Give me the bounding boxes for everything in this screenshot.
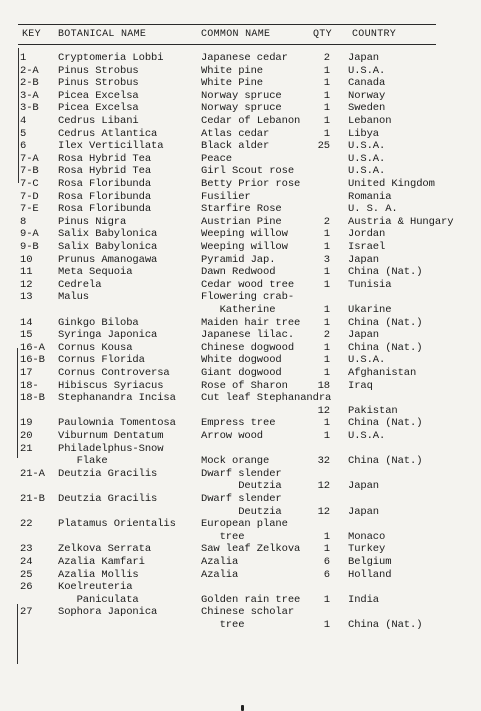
row-country: U.S.A. xyxy=(348,354,386,367)
row-key: 7-E xyxy=(20,203,39,216)
row-botanical-name: Ilex Verticillata xyxy=(58,140,164,153)
row-botanical-name: Cryptomeria Lobbi xyxy=(58,52,164,64)
row-common-name: Saw leaf Zelkova xyxy=(201,543,301,556)
row-country: India xyxy=(348,593,380,606)
row-qty: 1 xyxy=(323,64,330,77)
row-botanical-name: Viburnum Dentatum xyxy=(58,430,164,442)
row-qty: 1 xyxy=(323,354,330,367)
row-botanical-name: Platamus Orientalis xyxy=(58,518,176,531)
row-qty: 18 xyxy=(317,379,330,392)
row-key: 27 xyxy=(20,606,33,619)
row-country: China (Nat.) xyxy=(348,619,423,631)
row-qty: 2 xyxy=(323,215,330,228)
row-common-name: Japanese cedar xyxy=(201,52,288,64)
row-botanical-name: Picea Excelsa xyxy=(58,89,139,102)
row-qty: 1 xyxy=(323,278,330,291)
row-country: U.S.A. xyxy=(348,140,386,153)
row-botanical-name: Deutzia Gracilis xyxy=(58,467,158,480)
row-qty: 32 xyxy=(317,455,330,468)
row-qty: 1 xyxy=(323,102,330,115)
row-common-name: Betty Prior rose xyxy=(201,178,301,190)
row-qty: 3 xyxy=(323,253,330,266)
margin-mark xyxy=(18,48,19,183)
row-common-name: Dwarf slender xyxy=(201,493,282,505)
header-country: COUNTRY xyxy=(352,29,397,40)
row-common-name: Japanese lilac. xyxy=(201,329,295,342)
row-qty: 1 xyxy=(323,543,330,556)
row-country: Lebanon xyxy=(348,115,392,127)
row-country: China (Nat.) xyxy=(348,417,423,430)
row-qty: 12 xyxy=(317,404,330,417)
row-country: Iraq xyxy=(348,379,373,392)
row-botanical-name: Cornus Controversa xyxy=(58,367,170,379)
row-key: 9-A xyxy=(20,228,39,241)
header-rule xyxy=(18,44,436,45)
row-common-name: Deutzia xyxy=(201,505,282,518)
row-country: Sweden xyxy=(348,102,386,115)
row-qty: 1 xyxy=(323,619,330,631)
row-country: Japan xyxy=(348,253,380,266)
row-country: U.S.A. xyxy=(348,64,386,77)
row-country: U.S.A. xyxy=(348,152,386,165)
row-common-name: tree xyxy=(201,619,245,631)
row-qty: 6 xyxy=(323,568,330,581)
row-key: 25 xyxy=(20,568,33,581)
row-country: China (Nat.) xyxy=(348,455,423,468)
row-country: Libya xyxy=(348,127,380,140)
row-botanical-name: Hibiscus Syriacus xyxy=(58,379,164,392)
row-qty: 1 xyxy=(323,228,330,241)
row-key: 23 xyxy=(20,543,33,556)
row-country: Japan xyxy=(348,329,380,342)
row-common-name: Weeping willow xyxy=(201,228,288,241)
row-common-name: White dogwood xyxy=(201,354,282,367)
row-botanical-name: Pinus Strobus xyxy=(58,64,139,77)
row-common-name: Norway spruce xyxy=(201,89,282,102)
row-botanical-name: Rosa Floribunda xyxy=(58,178,152,190)
row-key: 7-B xyxy=(20,165,39,178)
row-qty: 1 xyxy=(323,430,330,442)
row-botanical-name: Rosa Hybrid Tea xyxy=(58,152,152,165)
row-common-name: European plane xyxy=(201,518,288,531)
row-country: Romania xyxy=(348,190,392,203)
row-key: 21-A xyxy=(20,467,45,480)
row-qty: 1 xyxy=(323,266,330,279)
row-common-name: Azalia xyxy=(201,556,239,568)
row-qty: 1 xyxy=(323,304,330,316)
row-common-name: Starfire Rose xyxy=(201,203,282,216)
top-rule xyxy=(18,24,436,25)
row-key: 2-B xyxy=(20,77,39,90)
row-qty: 1 xyxy=(323,341,330,354)
row-country: China (Nat.) xyxy=(348,316,423,329)
row-botanical-name: Pinus Strobus xyxy=(58,77,139,90)
row-common-name: Deutzia xyxy=(201,480,282,493)
row-common-name: Chinese scholar xyxy=(201,606,295,619)
row-common-name: Maiden hair tree xyxy=(201,316,301,329)
row-qty: 1 xyxy=(323,115,330,127)
row-common-name: Chinese dogwood xyxy=(201,341,295,354)
row-key: 17 xyxy=(20,367,33,379)
header-qty: QTY xyxy=(313,29,332,40)
row-key: 7-A xyxy=(20,152,39,165)
row-country: Israel xyxy=(348,241,386,253)
row-country: Japan xyxy=(348,52,380,64)
row-botanical-name: Meta Sequoia xyxy=(58,266,133,279)
row-botanical-name: Deutzia Gracilis xyxy=(58,493,158,505)
row-common-name: White Pine xyxy=(201,77,264,90)
margin-mark xyxy=(17,604,18,664)
header-common: COMMON NAME xyxy=(201,29,271,40)
row-key: 7-C xyxy=(20,178,39,190)
row-key: 6 xyxy=(20,140,27,153)
row-botanical-name: Salix Babylonica xyxy=(58,241,158,253)
row-key: 21-B xyxy=(20,493,45,505)
row-common-name: Girl Scout rose xyxy=(201,165,295,178)
row-key: 3-B xyxy=(20,102,39,115)
row-common-name: Peace xyxy=(201,152,233,165)
row-botanical-name: Pinus Nigra xyxy=(58,215,127,228)
row-key: 26 xyxy=(20,581,33,594)
row-common-name: Dwarf slender xyxy=(201,467,282,480)
row-country: Norway xyxy=(348,89,386,102)
row-key: 18-B xyxy=(20,392,45,405)
row-country: Monaco xyxy=(348,530,386,543)
row-common-name: Weeping willow xyxy=(201,241,288,253)
row-qty: 2 xyxy=(323,52,330,64)
row-qty: 1 xyxy=(323,77,330,90)
row-key: 20 xyxy=(20,430,33,442)
row-common-name: Pyramid Jap. xyxy=(201,253,276,266)
row-country: Belgium xyxy=(348,556,392,568)
row-country: Japan xyxy=(348,480,380,493)
row-botanical-name: Rosa Hybrid Tea xyxy=(58,165,152,178)
row-botanical-name: Stephanandra Incisa xyxy=(58,392,176,405)
row-botanical-name: Azalia Kamfari xyxy=(58,556,145,568)
row-botanical-name: Rosa Floribunda xyxy=(58,190,152,203)
row-qty: 2 xyxy=(323,329,330,342)
row-botanical-name: Cornus Florida xyxy=(58,354,145,367)
row-country: Austria & Hungary xyxy=(348,215,454,228)
row-common-name: Flowering crab- xyxy=(201,291,295,304)
row-qty: 1 xyxy=(323,316,330,329)
row-country: Tunisia xyxy=(348,278,392,291)
row-key: 5 xyxy=(20,127,27,140)
row-key: 2-A xyxy=(20,64,39,77)
row-common-name: Arrow wood xyxy=(201,430,264,442)
row-botanical-name: Malus xyxy=(58,291,90,304)
row-country: Turkey xyxy=(348,543,386,556)
row-botanical-name: Syringa Japonica xyxy=(58,329,158,342)
row-key: 16-A xyxy=(20,341,45,354)
row-botanical-name: Philadelphus-Snow xyxy=(58,442,164,455)
row-botanical-name: Cedrela xyxy=(58,278,102,291)
row-key: 1 xyxy=(20,52,27,64)
row-key: 12 xyxy=(20,278,33,291)
row-common-name: Black alder xyxy=(201,140,270,153)
row-common-name: tree xyxy=(201,530,245,543)
row-botanical-name: Flake xyxy=(58,455,108,468)
row-botanical-name: Ginkgo Biloba xyxy=(58,316,139,329)
row-common-name: Austrian Pine xyxy=(201,215,282,228)
row-botanical-name: Cedrus Libani xyxy=(58,115,139,127)
row-botanical-name: Sophora Japonica xyxy=(58,606,158,619)
row-botanical-name: Azalia Mollis xyxy=(58,568,139,581)
row-common-name: Giant dogwood xyxy=(201,367,282,379)
row-qty: 6 xyxy=(323,556,330,568)
row-common-name: Azalia xyxy=(201,568,239,581)
row-common-name: White pine xyxy=(201,64,264,77)
row-qty: 1 xyxy=(323,530,330,543)
row-country: U.S.A. xyxy=(348,165,386,178)
row-botanical-name: Rosa Floribunda xyxy=(58,203,152,216)
row-key: 19 xyxy=(20,417,33,430)
row-botanical-name: Picea Excelsa xyxy=(58,102,139,115)
row-botanical-name: Paniculata xyxy=(58,593,139,606)
row-key: 4 xyxy=(20,115,27,127)
row-country: United Kingdom xyxy=(348,178,435,190)
row-qty: 1 xyxy=(323,241,330,253)
row-key: 21 xyxy=(20,442,33,455)
row-botanical-name: Salix Babylonica xyxy=(58,228,158,241)
row-country: Japan xyxy=(348,505,380,518)
row-qty: 1 xyxy=(323,367,330,379)
row-country: Pakistan xyxy=(348,404,398,417)
row-common-name: Empress tree xyxy=(201,417,276,430)
header-botanical: BOTANICAL NAME xyxy=(58,29,147,40)
row-key: 10 xyxy=(20,253,33,266)
row-qty: 12 xyxy=(317,480,330,493)
row-country: China (Nat.) xyxy=(348,341,423,354)
row-common-name: Mock orange xyxy=(201,455,270,468)
row-botanical-name: Prunus Amanogawa xyxy=(58,253,158,266)
row-common-name: Katherine xyxy=(201,304,276,316)
row-common-name: Cedar wood tree xyxy=(201,278,295,291)
row-key: 8 xyxy=(20,215,27,228)
row-country: Afghanistan xyxy=(348,367,417,379)
row-key: 9-B xyxy=(20,241,39,253)
row-qty: 1 xyxy=(323,417,330,430)
row-qty: 12 xyxy=(317,505,330,518)
row-key: 16-B xyxy=(20,354,45,367)
row-common-name: Atlas cedar xyxy=(201,127,270,140)
margin-mark xyxy=(17,348,18,458)
row-key: 13 xyxy=(20,291,33,304)
row-country: Ukarine xyxy=(348,304,392,316)
row-botanical-name: Zelkova Serrata xyxy=(58,543,152,556)
row-country: Canada xyxy=(348,77,386,90)
row-qty: 1 xyxy=(323,127,330,140)
row-qty: 1 xyxy=(323,89,330,102)
row-common-name: Norway spruce xyxy=(201,102,282,115)
row-key: 7-D xyxy=(20,190,39,203)
row-qty: 1 xyxy=(323,593,330,606)
row-key: 11 xyxy=(20,266,33,279)
ink-speck xyxy=(241,705,244,711)
row-key: 22 xyxy=(20,518,33,531)
row-qty: 25 xyxy=(317,140,330,153)
row-common-name: Fusilier xyxy=(201,190,251,203)
row-key: 15 xyxy=(20,329,33,342)
row-country: Jordan xyxy=(348,228,386,241)
row-botanical-name: Cornus Kousa xyxy=(58,341,133,354)
row-common-name: Dawn Redwood xyxy=(201,266,276,279)
row-key: 18- xyxy=(20,379,39,392)
row-country: U. S. A. xyxy=(348,203,398,216)
row-country: U.S.A. xyxy=(348,430,386,442)
row-common-name: Golden rain tree xyxy=(201,593,301,606)
row-key: 3-A xyxy=(20,89,39,102)
header-key: KEY xyxy=(22,29,41,40)
row-botanical-name: Koelreuteria xyxy=(58,581,133,594)
row-common-name: Cut leaf Stephanandra xyxy=(201,392,332,405)
row-key: 24 xyxy=(20,556,33,568)
row-country: China (Nat.) xyxy=(348,266,423,279)
row-botanical-name: Cedrus Atlantica xyxy=(58,127,158,140)
row-botanical-name: Paulownia Tomentosa xyxy=(58,417,176,430)
row-key: 14 xyxy=(20,316,33,329)
row-common-name: Rose of Sharon xyxy=(201,379,288,392)
row-country: Holland xyxy=(348,568,392,581)
row-common-name: Cedar of Lebanon xyxy=(201,115,301,127)
